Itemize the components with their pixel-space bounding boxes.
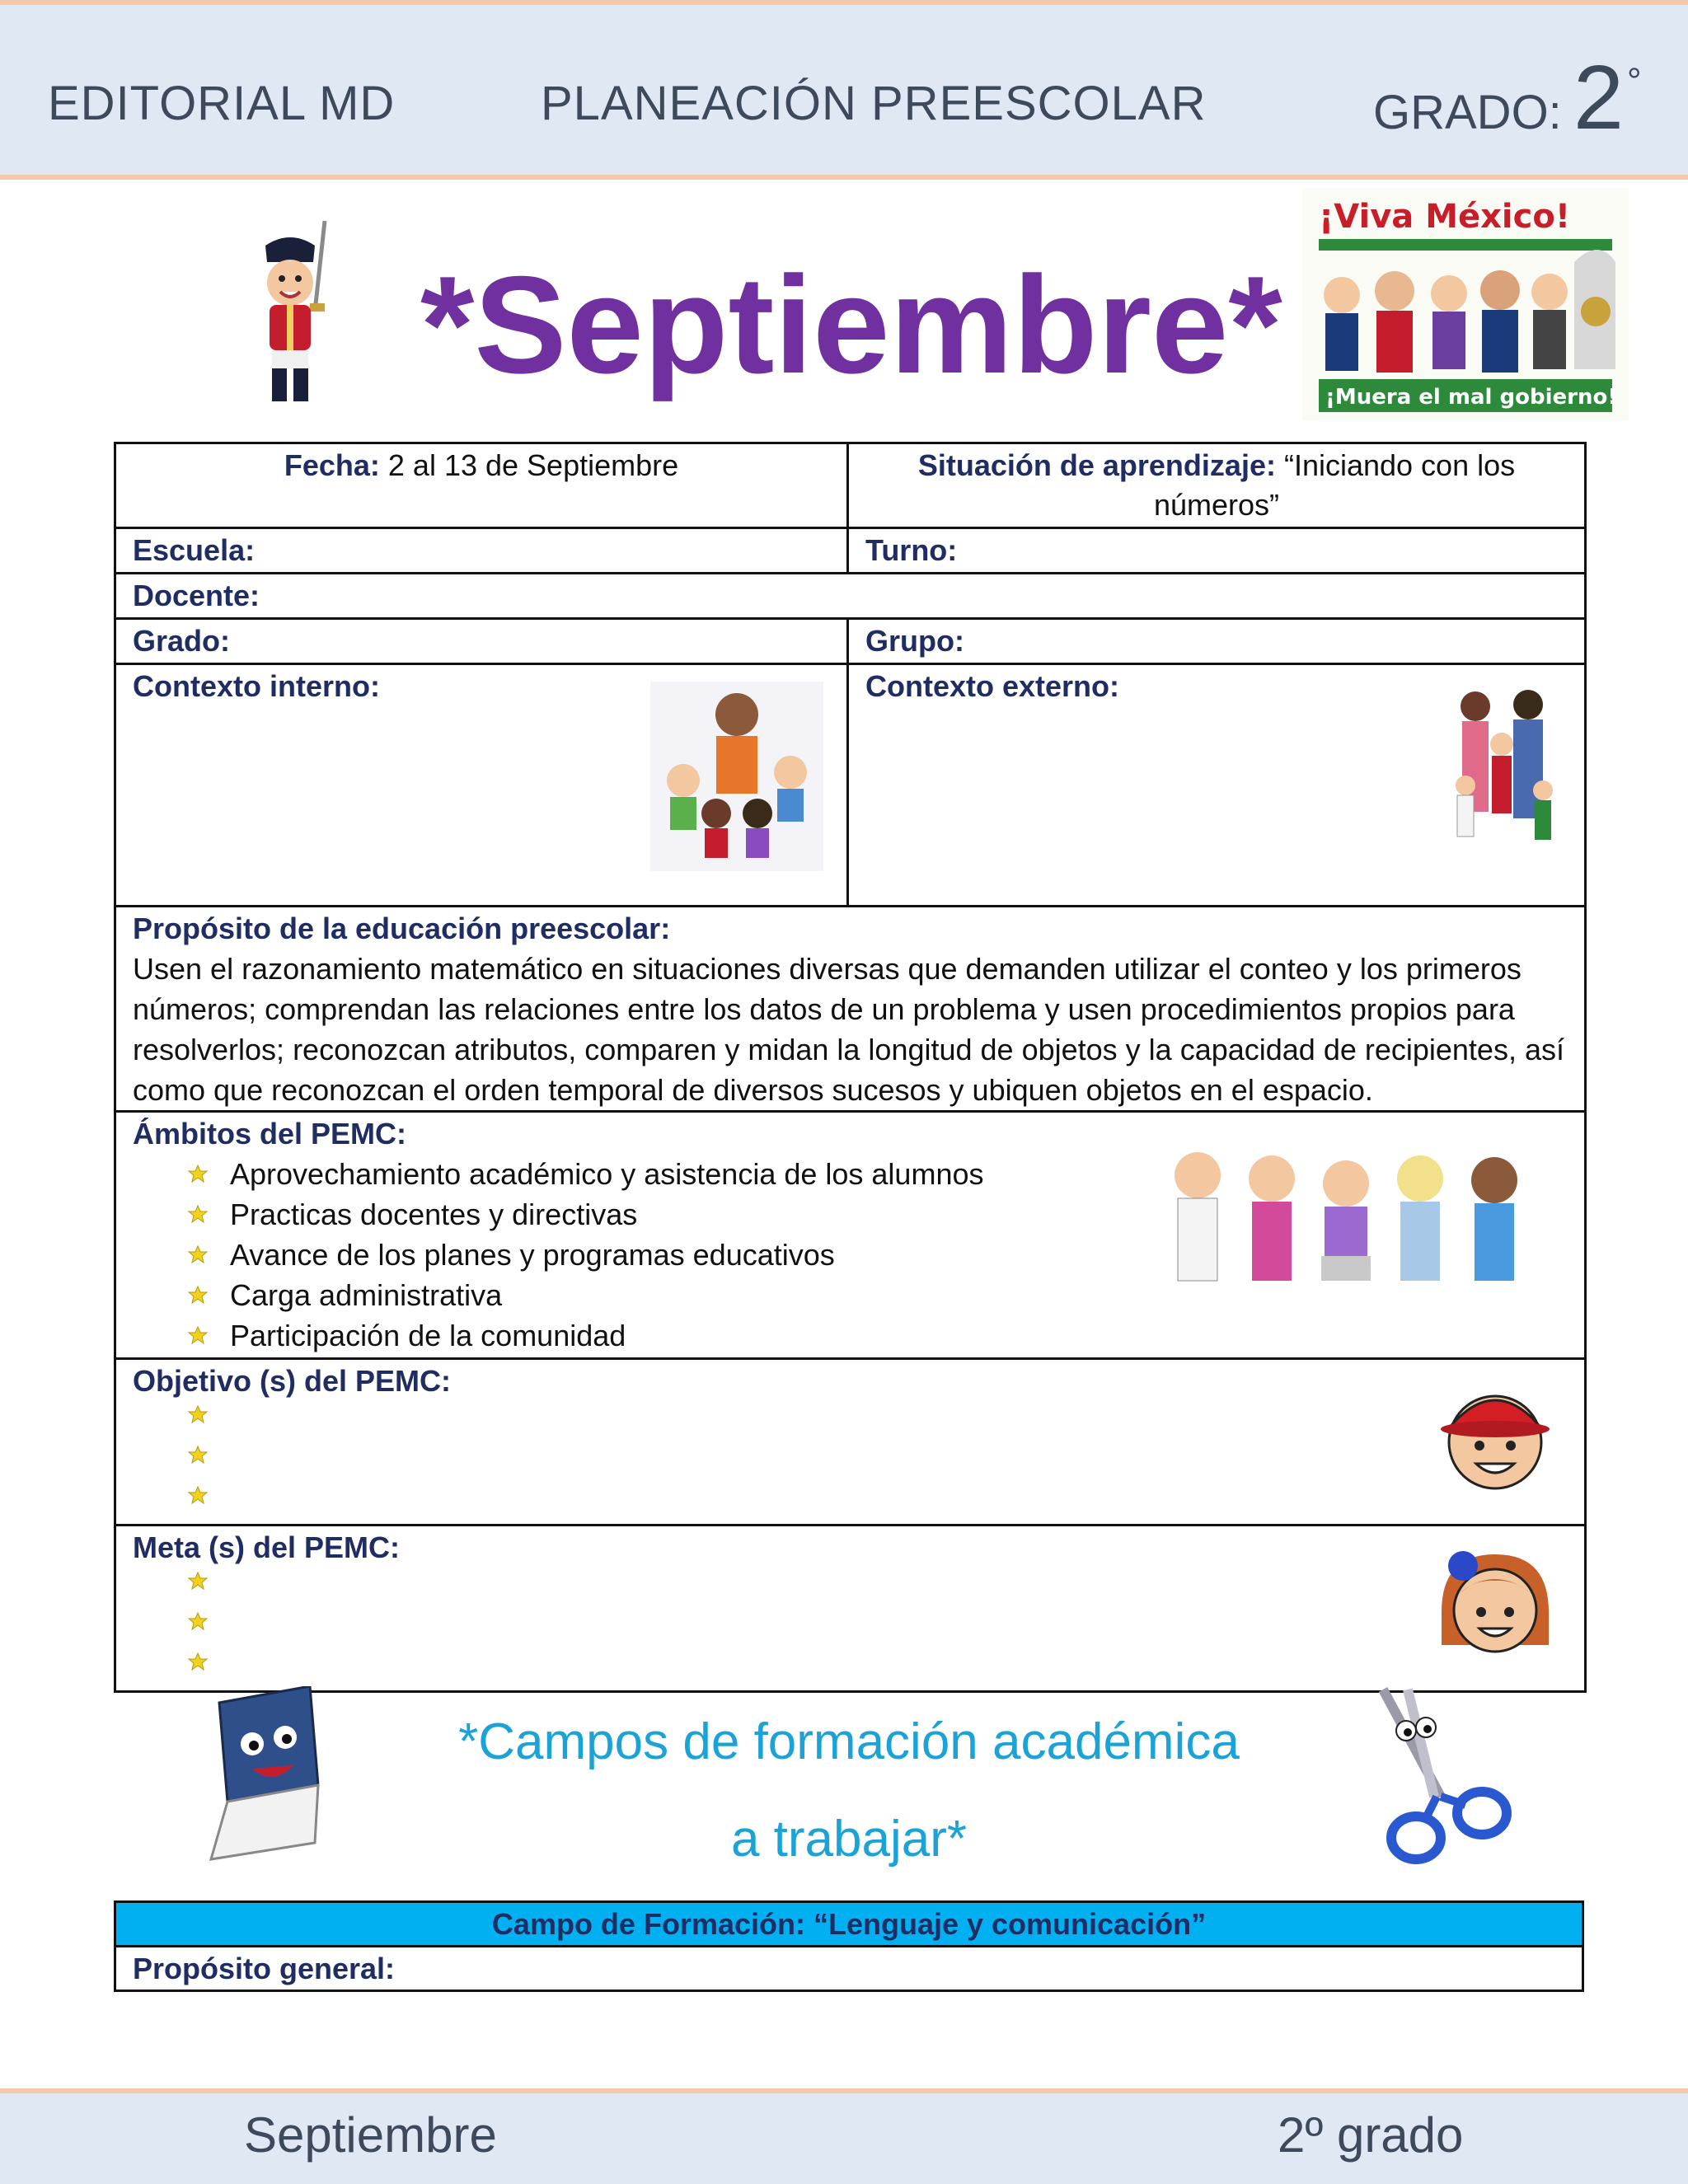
proposito-cell [115, 907, 1586, 1112]
situacion-value: “Iniciando con los números” [1153, 448, 1516, 522]
situacion-cell [848, 443, 1586, 528]
objetivo-bullets [133, 1404, 1568, 1522]
ambitos-cell [115, 1112, 1586, 1359]
proposito-general-cell [115, 1947, 1583, 1991]
meta-label: Meta (s) del PEMC: [133, 1530, 401, 1564]
table-row [115, 664, 1586, 907]
table-row [115, 528, 1586, 574]
table-row [115, 1902, 1583, 1947]
list-item: Participación de la comunidad [187, 1315, 1568, 1356]
document-type: PLANEACIÓN PREESCOLAR [541, 77, 1207, 130]
planning-table [114, 442, 1587, 1693]
turno-label: Turno: [865, 533, 958, 567]
family-illustration [1451, 687, 1561, 851]
star-bullet-icon [187, 1244, 209, 1264]
boy-cap-face-illustration [1425, 1371, 1565, 1495]
table-row [115, 619, 1586, 664]
star-bullet-icon [187, 1404, 1568, 1441]
objetivo-cell [115, 1359, 1586, 1526]
publisher-name: EDITORIAL MD [48, 77, 396, 130]
proposito-general-label: Propósito general: [133, 1952, 396, 1985]
situacion-label: Situación de aprendizaje: [917, 448, 1276, 482]
star-bullet-icon [187, 1204, 209, 1224]
grado-cell [115, 619, 848, 664]
fecha-label: Fecha: [284, 448, 380, 482]
page-title: *Septiembre* [420, 247, 1282, 402]
grade-degree: ° [1627, 61, 1642, 101]
list-item: Avance de los planes y programas educativos [187, 1235, 1568, 1275]
campo-formacion-header [115, 1902, 1583, 1947]
fecha-value: 2 al 13 de Septiembre [379, 448, 679, 482]
eraser-character-icon [195, 1686, 326, 1863]
list-item: Aprovechamiento académico y asistencia de los alumnos [187, 1154, 1568, 1194]
meta-cell [115, 1526, 1586, 1692]
list-item: Practicas docentes y directivas [187, 1194, 1568, 1235]
girl-face-illustration [1425, 1538, 1565, 1661]
table-row [115, 574, 1586, 619]
docente-cell [115, 574, 1586, 619]
table-row [115, 1112, 1586, 1359]
proposito-label: Propósito de la educación preescolar: [133, 912, 671, 945]
table-row [115, 1359, 1586, 1526]
star-bullet-icon [187, 1611, 1568, 1648]
contexto-interno-cell [115, 664, 848, 907]
objetivo-label: Objetivo (s) del PEMC: [133, 1364, 452, 1398]
star-bullet-icon [187, 1445, 1568, 1482]
campos-heading-line2: a trabajar* [730, 1811, 968, 1868]
banner-bottom-text: ¡Muera el mal gobierno! [1325, 385, 1618, 410]
scissors-character-icon [1358, 1681, 1515, 1871]
star-bullet-icon [187, 1485, 1568, 1522]
campo-formacion-table [114, 1900, 1584, 1992]
campo-formacion-label: Campo de Formación: [491, 1907, 805, 1941]
grado-label: Grado: [133, 624, 231, 658]
star-bullet-icon [187, 1164, 209, 1183]
teacher-reading-illustration [650, 682, 823, 871]
grade-indicator [1373, 47, 1642, 148]
grupo-label: Grupo: [865, 624, 964, 658]
star-bullet-icon [187, 1571, 1568, 1608]
escuela-cell [115, 528, 848, 574]
fecha-cell [115, 443, 848, 528]
contexto-externo-cell [848, 664, 1586, 907]
star-bullet-icon [187, 1285, 209, 1305]
turno-cell [848, 528, 1586, 574]
footer-grade: 2º grado [1278, 2107, 1464, 2163]
campos-heading-line1: *Campos de formación académica [458, 1713, 1240, 1770]
escuela-label: Escuela: [133, 533, 256, 567]
contexto-interno-label: Contexto interno: [133, 669, 380, 703]
table-row [115, 1526, 1586, 1692]
banner-top-text: ¡Viva México! [1319, 198, 1571, 236]
soldier-boy-icon [232, 213, 348, 410]
table-row [115, 907, 1586, 1112]
contexto-externo-label: Contexto externo: [865, 669, 1120, 703]
table-row [115, 443, 1586, 528]
docente-label: Docente: [133, 579, 260, 612]
grade-number: 2 [1573, 47, 1624, 148]
children-group-illustration [1156, 1126, 1552, 1299]
footer-month: Septiembre [244, 2107, 497, 2163]
grade-label: GRADO: [1373, 86, 1562, 139]
ambitos-label: Ámbitos del PEMC: [133, 1117, 407, 1151]
table-row [115, 1947, 1583, 1991]
proposito-text: Usen el razonamiento matemático en situaciones diversas que demanden utilizar el conteo y los primeros números; comprendan las relaciones entre los datos de un problema y usen procedimientos propios para resolverlos; reconozcan atributos, comparen y midan la longitud de objetos y la capacidad de recipientes, así como que reconozcan el orden temporal de diversos sucesos y ubiquen objetos en el espacio. [133, 952, 1564, 1107]
meta-bullets [133, 1571, 1568, 1689]
campo-formacion-value: “Lenguaje y comunicación” [804, 1907, 1207, 1941]
star-bullet-icon [187, 1325, 209, 1345]
grupo-cell [848, 619, 1586, 664]
independence-heroes-illustration [1302, 188, 1629, 420]
list-item: Carga administrativa [187, 1275, 1568, 1315]
